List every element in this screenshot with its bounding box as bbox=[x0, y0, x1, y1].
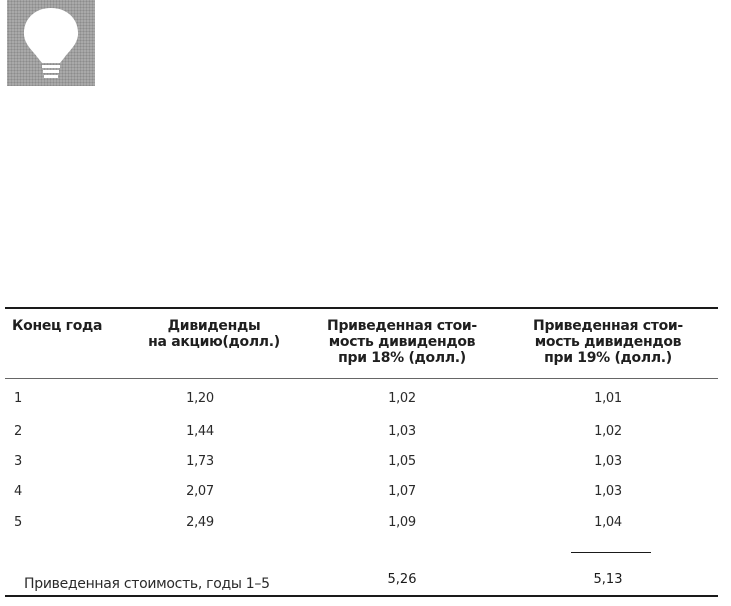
cell-dividend: 1,73 bbox=[186, 454, 214, 469]
header-year: Конец года bbox=[12, 318, 103, 334]
total-pv19: 5,13 bbox=[593, 572, 623, 587]
cell-dividend: 2,07 bbox=[186, 484, 214, 499]
table-bottom-rule bbox=[5, 595, 718, 597]
cell-year: 5 bbox=[14, 515, 22, 530]
cell-dividend: 1,44 bbox=[186, 424, 214, 439]
cell-year: 1 bbox=[14, 391, 22, 406]
cell-pv19: 1,03 bbox=[594, 484, 622, 499]
cell-pv19: 1,03 bbox=[594, 454, 622, 469]
cell-pv18: 1,03 bbox=[388, 424, 416, 439]
header-divider-rule bbox=[5, 378, 718, 379]
cell-year: 3 bbox=[14, 454, 22, 469]
cell-pv18: 1,02 bbox=[388, 391, 416, 406]
total-pv18: 5,26 bbox=[387, 572, 417, 587]
cell-pv19: 1,02 bbox=[594, 424, 622, 439]
cell-dividend: 1,20 bbox=[186, 391, 214, 406]
header-pv-19: Приведенная стои- мость дивидендов при 19% (долл.) bbox=[533, 318, 683, 366]
header-pv-18: Приведенная стои- мость дивидендов при 18% (долл.) bbox=[327, 318, 477, 366]
cell-pv18: 1,05 bbox=[388, 454, 416, 469]
table-top-rule bbox=[5, 307, 718, 309]
cell-pv18: 1,09 bbox=[388, 515, 416, 530]
cell-pv18: 1,07 bbox=[388, 484, 416, 499]
total-label: Приведенная стоимость, годы 1–5 bbox=[24, 576, 270, 592]
cell-year: 2 bbox=[14, 424, 22, 439]
header-dividends: Дивиденды на акцию(долл.) bbox=[148, 318, 280, 350]
cell-pv19: 1,01 bbox=[594, 391, 622, 406]
cell-year: 4 bbox=[14, 484, 22, 499]
lightbulb-icon bbox=[7, 0, 95, 86]
sum-underline bbox=[571, 552, 651, 553]
cell-dividend: 2,49 bbox=[186, 515, 214, 530]
cell-pv19: 1,04 bbox=[594, 515, 622, 530]
lightbulb-illustration bbox=[7, 0, 95, 86]
